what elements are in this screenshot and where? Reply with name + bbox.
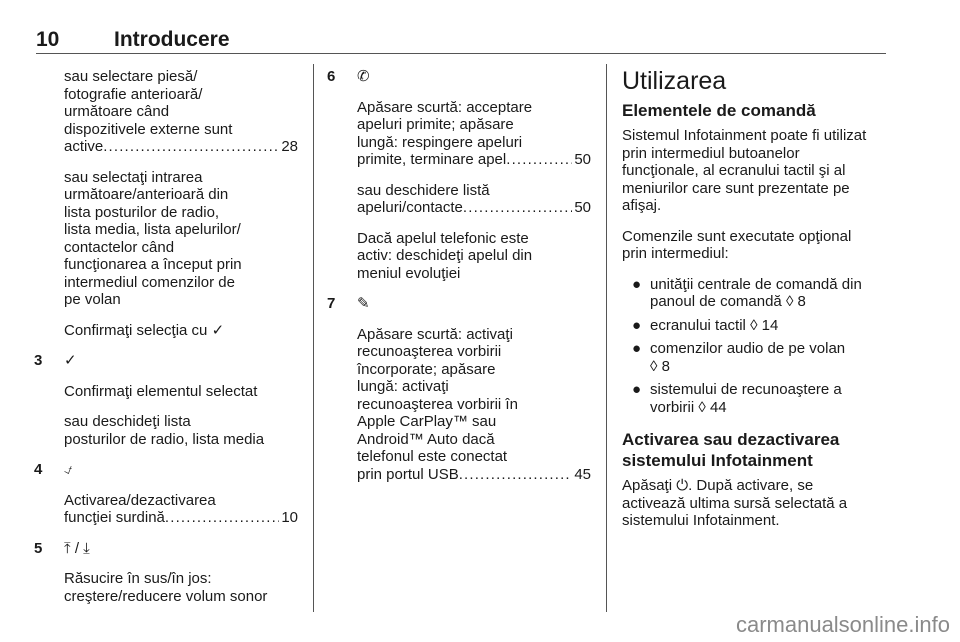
page-ref-icon: ◊ [785, 293, 794, 310]
item-6 [327, 68, 591, 282]
paragraph-select-track: sau selectare piesă/ fotografie anterioară/ următoare când dispozitivele externe sunt active . . . 28 [64, 68, 298, 156]
item-5-text: Răsucire în sus/în jos: creştere/reducere volum sonor [64, 570, 268, 605]
bullet-icon: ● [632, 316, 642, 334]
page-header [36, 28, 886, 52]
item-3-text-2: sau deschideţi lista posturilor de radio, lista media [64, 413, 265, 448]
subsection-heading-activation: Activarea sau dezactivarea sistemului Infotainment [622, 430, 840, 470]
column-1 [34, 68, 298, 618]
bullet-list [622, 276, 890, 417]
item-7-text: Apăsare scurtă: activaţi recunoaşterea vorbirii încorporate; apăsare lungă: activaţi recunoaşterea vorbirii în Apple CarPlay™ sau Android™ Auto dacă telefonul este conectat prin portul USB . . . 45 [357, 326, 591, 484]
bullet-icon: ● [632, 340, 642, 357]
page-ref[interactable]: 28 [281, 138, 298, 155]
list-item: ● unităţii centrale de comandă din panoul de comandă ◊ 8 [632, 275, 862, 310]
paragraph-select-entry: sau selectaţi intrarea următoare/anterioară din lista posturilor de radio, lista media, lista apelurilor/ contactelor când funcţionarea a început prin intermediul comenzilor de pe volan [64, 168, 242, 308]
page-ref[interactable]: 44 [709, 398, 727, 416]
column-3 [622, 66, 890, 543]
column-2 [327, 68, 591, 496]
mute-icon: ⍻ [64, 461, 73, 478]
page-ref[interactable]: 14 [761, 316, 779, 334]
section-title: Introducere [114, 28, 230, 51]
power-icon: ⏻ [676, 477, 689, 494]
item-3-text: Confirmaţi elementul selectat [64, 382, 258, 400]
checkmark-icon: ✓ [64, 352, 77, 369]
voice-recognition-icon: ✎ [357, 295, 370, 312]
page-ref[interactable]: 45 [574, 465, 591, 483]
item-4-text: Activarea/dezactivarea funcţiei surdină . . . 10 [64, 492, 298, 527]
phone-icon: ✆ [357, 68, 370, 85]
toc-leader-line: apeluri/contacte . . . 50 [357, 199, 591, 217]
column-divider-1 [313, 64, 314, 612]
item-6-text-3: Dacă apelul telefonic este activ: deschideţi apelul din meniul evoluţiei [357, 229, 533, 282]
volume-down-icon: ⤓ [83, 539, 90, 557]
item-5: 5 ⤒ / ⤓ Răsucire în sus/în jos: creştere/reducere volum sonor [64, 540, 298, 606]
volume-up-icon: ⤒ [64, 539, 71, 557]
page-ref[interactable]: 50 [574, 151, 591, 168]
toc-leader-line: active . . . 28 [64, 138, 298, 156]
list-item: ● sistemului de recunoaştere a vorbirii ◊ 44 [632, 381, 842, 416]
item-number: 6 [327, 68, 336, 85]
paragraph-commands: Comenzile sunt executate opţional prin intermediul: [622, 227, 852, 262]
toc-leader-line: prin portul USB . . . 45 [357, 466, 591, 484]
paragraph-activation: Apăsaţi ⏻. După activare, se activează ultima sursă selectată a sistemului Infotainment. [622, 477, 848, 529]
list-item: ● ecranului tactil ◊ 14 [632, 316, 779, 334]
subsection-heading-controls: Elementele de comandă [622, 101, 816, 120]
page-ref[interactable]: 8 [661, 357, 670, 375]
page-ref[interactable]: 8 [797, 293, 806, 310]
page-ref[interactable]: 50 [574, 199, 591, 216]
item-7 [327, 295, 591, 483]
page-ref-icon: ◊ [650, 357, 658, 375]
bullet-icon: ● [632, 275, 642, 293]
header-rule [36, 53, 886, 54]
item-number: 7 [327, 295, 336, 312]
item-4 [34, 461, 298, 527]
paragraph-confirm: Confirmaţi selecţia cu ✓ [64, 321, 225, 339]
item-number: 4 [34, 461, 43, 478]
bullet-icon: ● [632, 381, 642, 398]
page-number: 10 [36, 28, 60, 51]
column-divider-2 [606, 64, 607, 612]
toc-leader-line: primite, terminare apel . . . 50 [357, 151, 591, 169]
toc-leader-line: funcţiei surdină . . . 10 [64, 509, 298, 527]
item-number: 5 [34, 539, 43, 557]
item-3 [34, 352, 298, 448]
item-6-text: Apăsare scurtă: acceptare apeluri primite; apăsare lungă: respingere apeluri primite, terminare apel . . . 50 [357, 99, 591, 169]
page-ref-icon: ◊ [750, 316, 758, 334]
paragraph-infotainment-use: Sistemul Infotainment poate fi utilizat prin intermediul butoanelor funcţionale, al ecranului tactil şi al meniurilor care sunt prezentate pe afişaj. [622, 127, 867, 214]
item-number: 3 [34, 352, 43, 369]
page-ref[interactable]: 10 [281, 509, 298, 526]
list-item: ● comenzilor audio de pe volan ◊ 8 [632, 340, 846, 375]
item-6-text-2: sau deschidere listă apeluri/contacte . . . 50 [357, 182, 591, 217]
page-ref-icon: ◊ [698, 398, 706, 416]
watermark: carmanualsonline.info [735, 612, 950, 637]
section-heading: Utilizarea [622, 67, 727, 95]
checkmark-icon: ✓ [211, 321, 225, 339]
